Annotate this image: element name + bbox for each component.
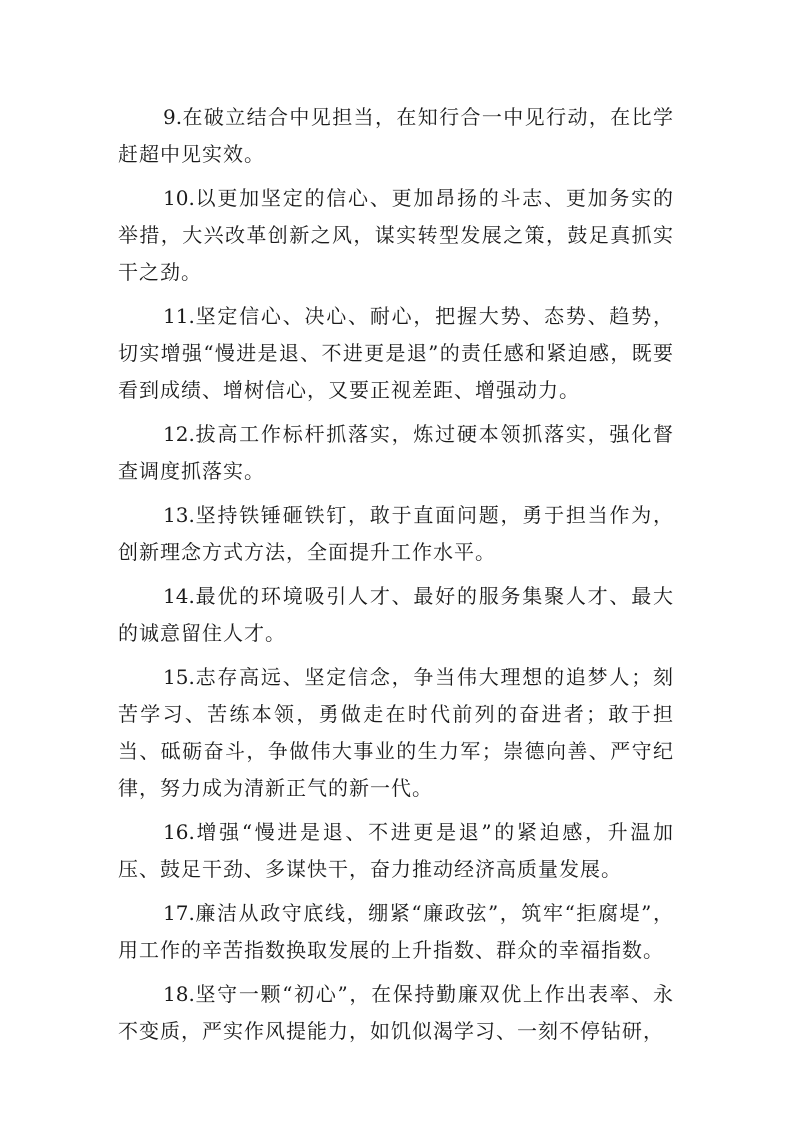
paragraph-number: 17. (163, 901, 195, 925)
paragraph-11 (118, 298, 674, 409)
paragraph-text: 以更加坚定的信心、更加昂扬的斗志、更加务实的举措，大兴改革创新之风，谋实转型发展之策，鼓足真抓实干之劲。 (118, 186, 674, 284)
paragraph-text: 坚持铁锤砸铁钉，敢于直面问题，勇于担当作为，创新理念方式方法，全面提升工作水平。 (118, 503, 674, 564)
paragraph-number: 12. (163, 422, 195, 446)
paragraph-16 (118, 814, 674, 888)
paragraph-number: 13. (163, 503, 195, 527)
paragraph-10 (118, 180, 674, 291)
paragraph-13 (118, 497, 674, 571)
paragraph-18 (118, 976, 674, 1050)
paragraph-number: 18. (163, 982, 195, 1006)
paragraph-text: 志存高远、坚定信念，争当伟大理想的追梦人；刻苦学习、苦练本领，勇做走在时代前列的奋进者；敢于担当、砥砺奋斗，争做伟大事业的生力军；崇德向善、严守纪律，努力成为清新正气的新一代。 (118, 665, 674, 800)
paragraph-text: 坚定信心、决心、耐心，把握大势、态势、趋势，切实增强“慢进是退、不进更是退”的责任感和紧迫感，既要看到成绩、增树信心，又要正视差距、增强动力。 (118, 304, 674, 402)
paragraph-text: 拔高工作标杆抓落实，炼过硬本领抓落实，强化督查调度抓落实。 (118, 422, 674, 483)
paragraph-number: 11. (163, 304, 195, 328)
paragraph-text: 在破立结合中见担当，在知行合一中见行动，在比学赶超中见实效。 (118, 105, 674, 166)
paragraph-text: 廉洁从政守底线，绷紧“廉政弦”，筑牢“拒腐堤”，用工作的辛苦指数换取发展的上升指数、群众的幸福指数。 (118, 901, 674, 962)
document-body (118, 99, 674, 1057)
paragraph-14 (118, 578, 674, 652)
paragraph-15 (118, 659, 674, 807)
paragraph-number: 9. (163, 105, 183, 129)
paragraph-text: 最优的环境吸引人才、最好的服务集聚人才、最大的诚意留住人才。 (118, 584, 674, 645)
paragraph-number: 16. (163, 820, 195, 844)
paragraph-17 (118, 895, 674, 969)
paragraph-number: 15. (163, 665, 195, 689)
paragraph-number: 10. (163, 186, 195, 210)
paragraph-text: 增强“慢进是退、不进更是退”的紧迫感，升温加压、鼓足干劲、多谋快干，奋力推动经济高质量发展。 (118, 820, 674, 881)
paragraph-text: 坚守一颗“初心”，在保持勤廉双优上作出表率、永不变质，严实作风提能力，如饥似渴学习、一刻不停钻研， (118, 982, 674, 1043)
paragraph-number: 14. (163, 584, 195, 608)
paragraph-12 (118, 416, 674, 490)
paragraph-9 (118, 99, 674, 173)
